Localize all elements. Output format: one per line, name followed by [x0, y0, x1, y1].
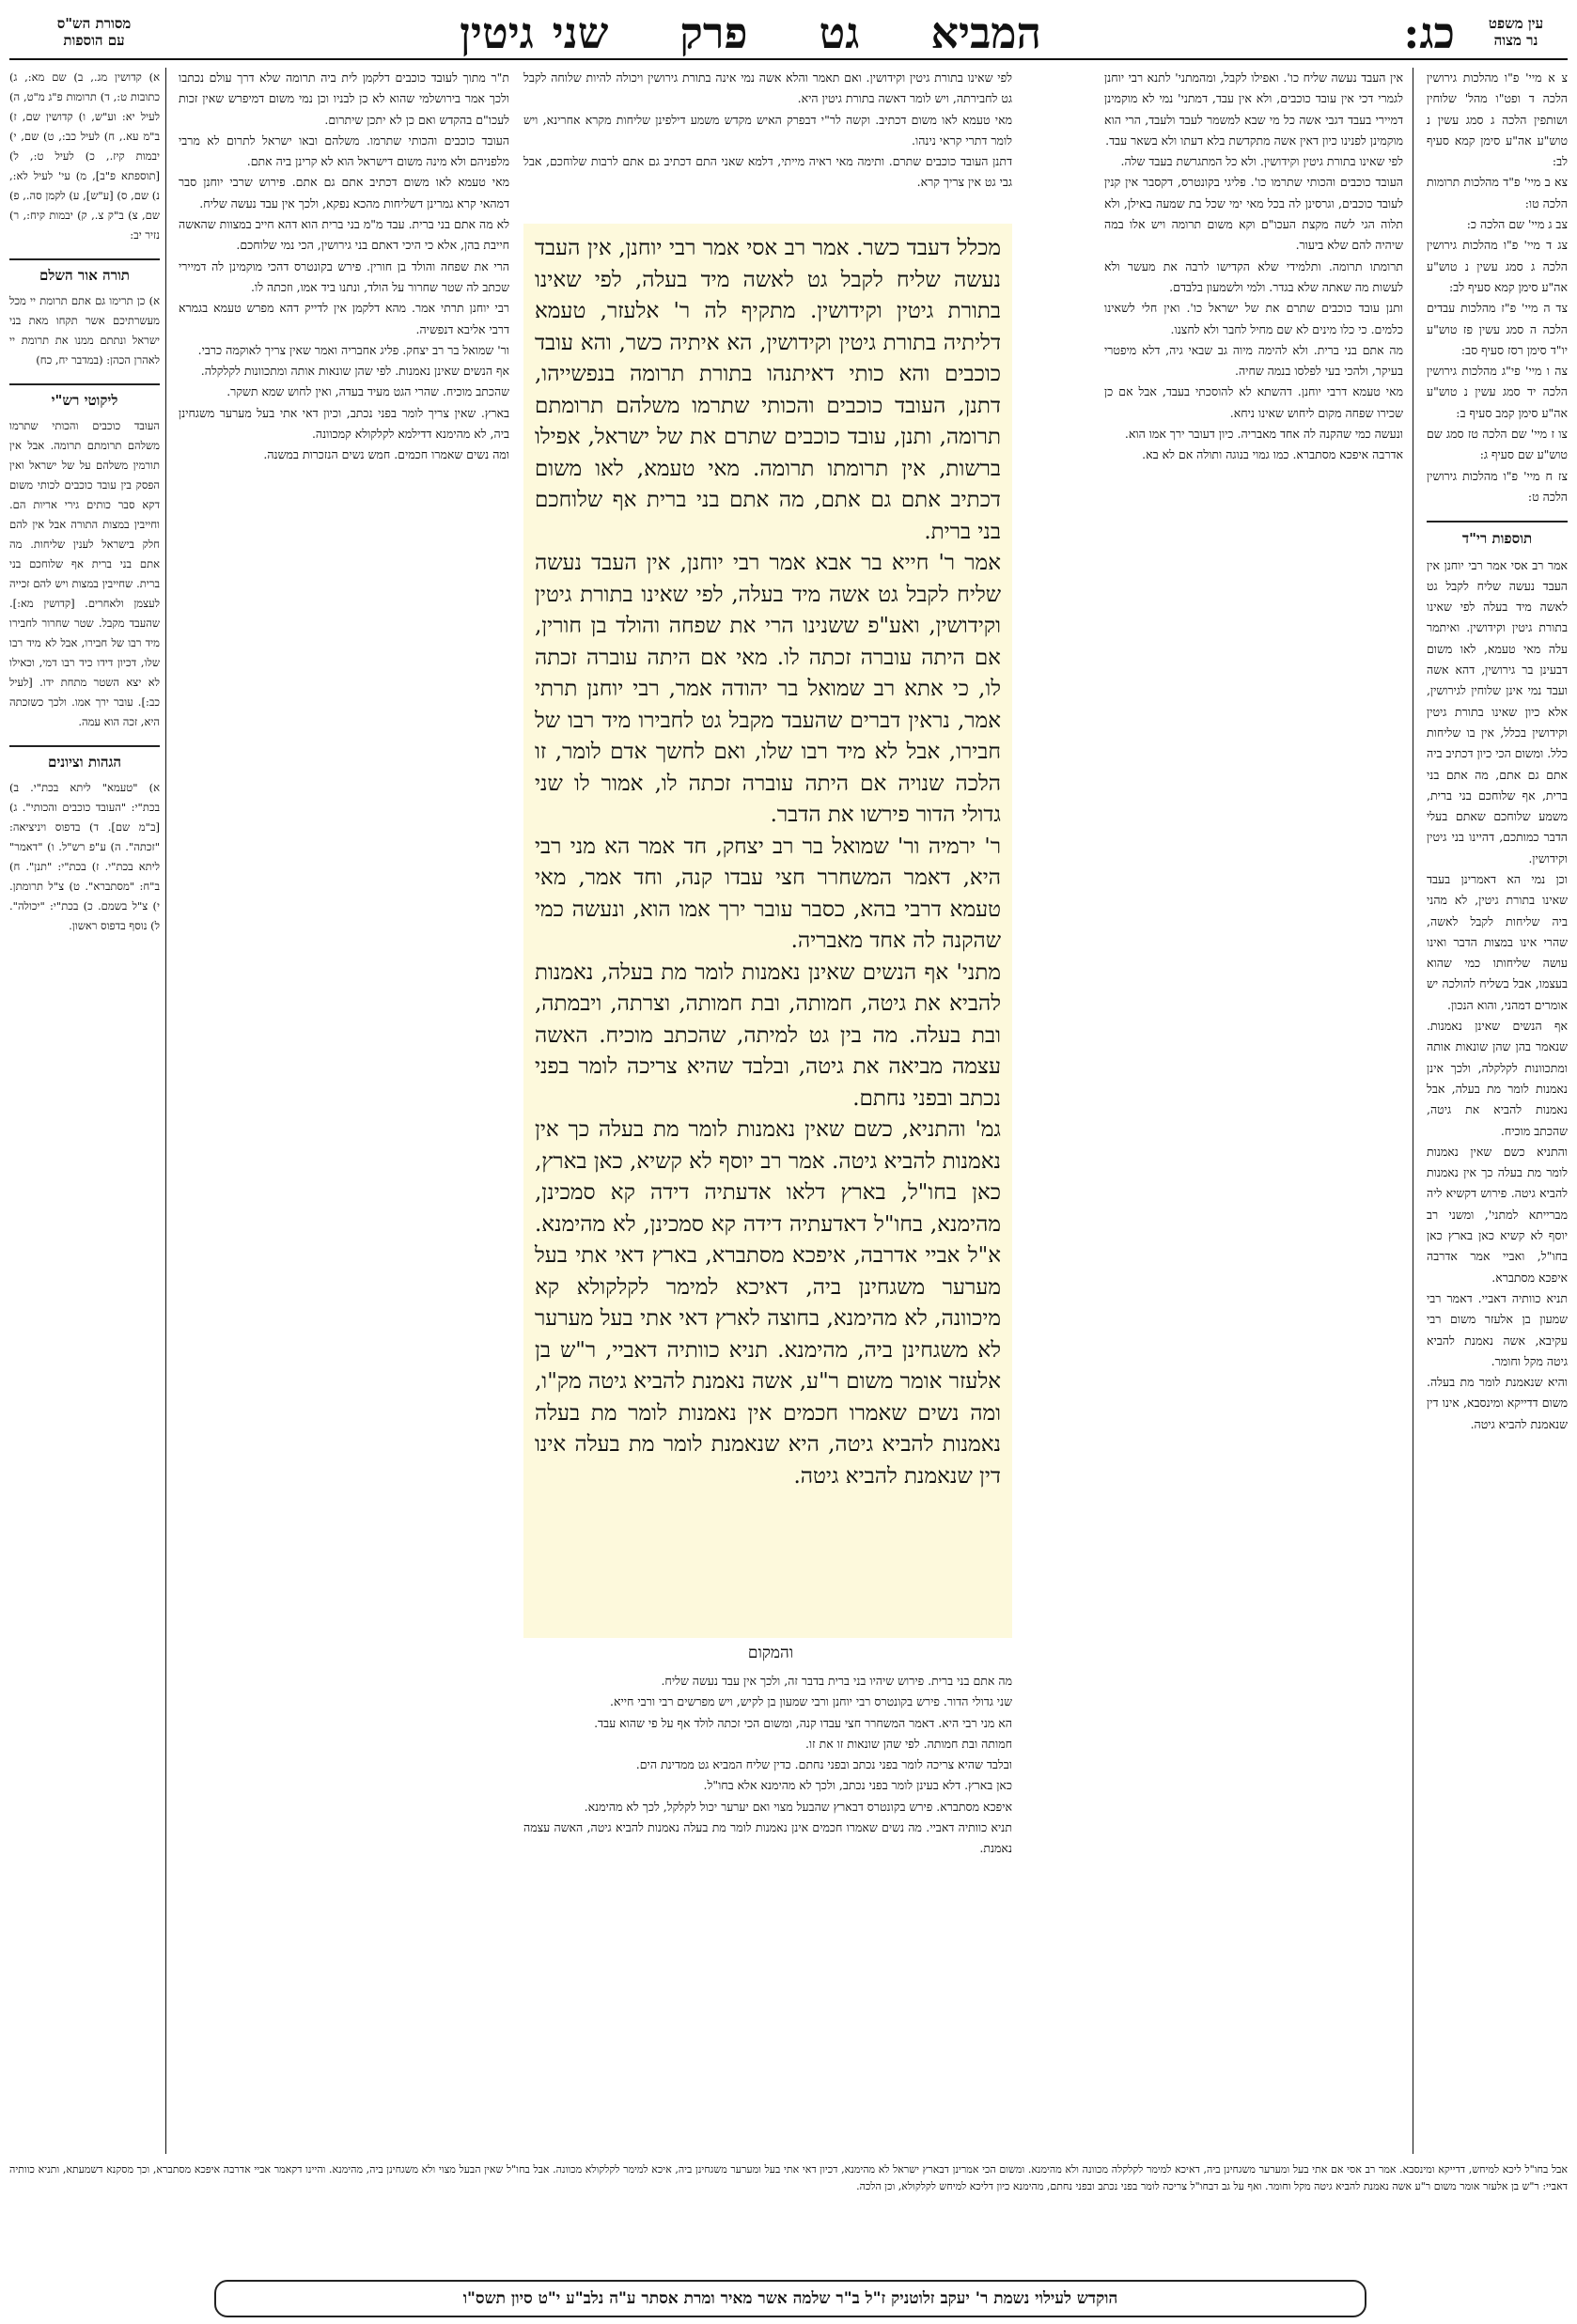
rid-paragraph: והתניא כשם שאין נאמנות לומר מת בעלה כך אין נאמנות להביא גיטה. פירוש דקשיא ליה מברייתא למתני', ומשני רב יוסף לא קשיא כאן בארץ כאן בחו"ל, ואביי אמר אדרבה איפכא מסתברא. [1427, 1144, 1568, 1285]
haggahot-text: א) "טעמא" ליתא בכת"י. ב) בכת"י: "העובד כוכבים והכותי". ג) [ב"מ שם]. ד) בדפוס ויניציאה: "זכתה". ה) ע"פ רש"ל. ו) "דאמר" ליתא בכת"י. ז) בכת"י: "תנן". ח) ב"ח: "מסתברא". ט) צ"ל תרומתן. י) צ"ל בשמם. כ) בכת"י: "יכולה". ל) נוסף בדפוס ראשון. [9, 781, 160, 932]
tosafot-paragraph: לא מה אתם בני ברית. עבד מ"מ בני ברית הוא דהא חייב במצוות שהאשה חייבת בהן, אלא כי היכי דאתם בני גירושין, הכי נמי שלוחכם. [179, 217, 509, 253]
ein-note: צג ד מיי' פ"ו מהלכות גירושין הלכה ג סמג עשין נ טוש"ע אה"ע סימן קמא סעיף לב: [1427, 238, 1568, 294]
gemara-paragraph: מתני' אף הנשים שאינן נאמנות לומר מת בעלה, נאמנות להביא את גיטה, חמותה, ובת חמותה, וצרתה, ויבמתה, ובת בעלה. מה בין גט למיתה, שהכתב מוכיח. האשה עצמה מביאה את גיטה, ובלבד שהיא צריכה לומר בפני נכתב ובפני נחתם. [535, 959, 1001, 1111]
masoret-references: א) קדושין מג., ב) שם מא:, ג) כתובות ט:, ד) תרומות פ"ג מ"ט, ה) לעיל יא: וע"ש, ו) קדושין שם, ז) ב"מ עא., ח) לעיל כב:, ט) שם, י) יבמות קיז., כ) לעיל ט:, ל) [תוספתא פ"ב], מ) עי' לעיל לא:, נ) שם, ס) [ע"ש], ע) לקמן סה., פ) שם, צ) ב"ק צ., ק) יבמות קיח:, ר) נזיר יב: [9, 70, 160, 242]
rashi-paragraph: לפי שאינו בתורת גיטין וקידושין. ולא כל המתגרשת בעבד שלה. [1120, 154, 1403, 169]
rashi-paragraph: תרומתו תרומה. ותלמידי שלא הקדישו לרבה את מעשר ולא לעשות מה שאתה שלא בגדר. ולמי ולשמעון בלבדם. [1104, 258, 1403, 294]
tosafot-paragraph: דתנן העובד כוכבים שתרם. ותימה מאי ראיה מייתי, דלמא שאני התם דכתיב גם אתם לרבות שלוחכם, אבל גבי גט אין צריך קרא. [523, 154, 1012, 190]
torah-ohr-text: א) כן תרימו גם אתם תרומת יי מכל מעשרתיכם אשר תקחו מאת בני ישראל ונתתם ממנו את תרומת יי לאהרן הכהן: (במדבר יח, כח) [9, 294, 160, 367]
tosafot-rid-text [1427, 555, 1568, 1435]
masoret-label: מסורת הש"ס עם הוספות [56, 15, 132, 49]
tosafot-paragraph: שני גדולי הדור. פירש בקונטרס רבי יוחנן ורבי שמעון בן לקיש, ויש מפרשים רבי ורבי חייא. [610, 1694, 1012, 1709]
ein-note: צא ב מיי' פ"ד מהלכות תרומות הלכה טו: [1427, 175, 1568, 211]
tosafot-paragraph: הא מני רבי היא. דאמר המשחרר חצי עבדו קנה, ומשום הכי זכתה לולד אף על פי שהוא עבד. [594, 1715, 1012, 1730]
ein-note: צד ה מיי' פ"ז מהלכות עבדים הלכה ה סמג עשין פז טוש"ע יו"ד סימן רסז סעיף סב: [1427, 301, 1568, 357]
ein-note: צו ז מיי' שם הלכה טז סמג שם טוש"ע שם סעיף ג: [1427, 427, 1568, 462]
tractate-title: גיטין [460, 8, 534, 58]
gemara-paragraph: מכלל דעבד כשר. אמר רב אסי אמר רבי יוחנן, אין העבד נעשה שליח לקבל גט לאשה מיד בעלה, לפי שאינו בתורת גיטין וקידושין. מתקיף לה ר' אלעזר, טעמא דליתיה בתורת גיטין וקידושין, הא איתיה כשר, והא עובד כוכבים והא כותי דאיתנהו בתורת תרומה בנפשייהו, דתנן, העובד כוכבים והכותי שתרמו משלהם תרומתם תרומה, ותנן, עובד כוכבים שתרם את של ישראל, אפילו ברשות, אין תרומתו תרומה. מאי טעמא, לאו משום דכתיב אתם גם אתם, מה אתם בני ברית אף שלוחכם בני ברית. [535, 236, 1001, 544]
tosafot-paragraph: תניא כוותיה דאביי. מה נשים שאמרו חכמים אינן נאמנות לומר מת בעלה נאמנות להביא גיטה, האשה עצמה נאמנת. [523, 1820, 1012, 1856]
tosafot-paragraph: רבי יוחנן תרתי אמר. מהא דלקמן אין לדייק דהא מפרש טעמא בגמרא דרבי אליבא דנפשיה. [179, 301, 509, 336]
tosafot-paragraph: ור' שמואל בר רב יצחק. פליג אחבריה ואמר שאין צריך לאוקמה כרבי. [197, 342, 509, 357]
gemara-paragraph: ר' ירמיה ור' שמואל בר רב יצחק, חד אמר הא מני רבי היא, דאמר המשחרר חצי עבדו קנה, וחד אמר, מאי טעמא דרבי בהא, כסבר עובר ירך אמו הוא, ונעשה כמי שהקנה לה אחד מאבריה. [535, 834, 1001, 953]
gemara-paragraph: גמ' והתניא, כשם שאין נאמנות לומר מת בעלה כך אין נאמנות להביא גיטה. אמר רב יוסף לא קשיא, כאן בארץ, כאן בחו"ל, בארץ דלאו אדעתיה דידה קא סמכינן, מהימנא, בחו"ל דאדעתיה דידה קא סמכינן, לא מהימנא. א"ל אביי אדרבה, איפכא מסתברא, בארץ דאי אתי בעל מערער משגחינן ביה, דאיכא למימר לקלקולא קא מיכוונה, לא מהימנא, בחוצה לארץ דאי אתי בעל מערער לא משגחינן ביה, מהימנא. תניא כוותיה דאביי, ר"ש בן אלעזר אומר משום ר"ע, אשה נאמנת להביא גיטה מק"ו, ומה נשים שאמרו חכמים אין נאמנות לומר מת בעלה נאמנות להביא גיטה, היא שנאמנת לומר מת בעלה אינו דין שנאמנת להביא גיטה. [535, 1117, 1001, 1489]
masoret-column [9, 68, 160, 2154]
tosafot-paragraph: איפכא מסתברא. פירש בקונטרס דבארץ שהבעל מצוי ואם יערער יכול לקלקל, לכך לא מהימנא. [584, 1799, 1012, 1814]
torah-ohr-heading: תורה אור השלם [9, 258, 160, 286]
rid-paragraph: תניא כוותיה דאביי. דאמר רבי שמעון בן אלעזר משום רבי עקיבא, אשה נאמנת להביא גיטה מקל וחומר. [1427, 1290, 1568, 1368]
rashi-paragraph: אדרבה איפכא מסתברא. כמו גמוי בנוגה ותולה אם לא בא. [1142, 447, 1403, 462]
ein-mishpat-notes [1427, 68, 1568, 507]
header-rule [9, 58, 1568, 60]
rashi-paragraph: מה אתם בני ברית. ולא להימה מיוה גב שבאי גיה, דלא מיפטרי בעיקר, ולהכי בעי לפלסו בנמה שחיה. [1104, 342, 1403, 379]
catchword: והמקום [747, 1644, 794, 1662]
ein-note: צה ו מיי' פי"ג מהלכות גירושין הלכה יד סמג עשין נ טוש"ע אה"ע סימן קמב סעיף ב: [1427, 364, 1568, 420]
ein-mishpat-column [1427, 68, 1568, 2135]
ein-note: צז ח מיי' פ"ו מהלכות גירושין הלכה ט: [1427, 468, 1568, 504]
commentary-lower-block [523, 1671, 1012, 2150]
rid-paragraph: והיא שנאמנת לומר מת בעלה. משום דדייקא ומינסבא, אינו דין שנאמנת להביא גיטה. [1427, 1375, 1568, 1431]
tosafot-paragraph: חמותה ובת חמותה. לפי שהן שונאות זו את זו. [804, 1736, 1012, 1751]
tosafot-rid-heading: תוספות רי"ד [1427, 521, 1568, 549]
dedication-text: הוקדש לעילוי נשמת ר' יעקב זלוטניק ז"ל ב"ר שלמה אשר מאיר ומרת אסתר ע"ה נלב"ע י"ט סיון תשס"ו [462, 2289, 1118, 2308]
dedication-banner [214, 2280, 1366, 2317]
haggahot-heading: הגהות וציונים [9, 745, 160, 772]
rashi-paragraph: אין העבד נעשה שליח כו'. ואפילו לקבל, ומהמתני' לתנא רבי יוחנן לגמרי דכי אין עובד כוכבים, ולא אין עבד, דמתני' נמי לא מוקמינן דמיירי בעבד דגבי אשה כל מי שבא למשמר לעבד ולעבד, הרי הוא מוקמינן לפנינו כיון דאין אשה מתקדשת בלא דעתו ולא בשאר עבד. [1104, 70, 1403, 148]
ein-mishpat-label: עין משפט נר מצוה [1488, 15, 1544, 49]
likutei-rashi-text: העובד כוכבים והכותי שתרמו משלהם תרומתם תרומה. אבל אין תורמין משלהם על של ישראל ואין הפסק בין עובד כוכבים לכותי משום דקא סבר כותים גירי אריות הם. וחייבין במצות התורה אבל אין להם חלק בישראל לענין שליחות. מה אתם בני ברית אף שלוחכם בני ברית. שחייבין במצות ויש להם זכייה לעצמן ולאחרים. [קדושין מא:]. שהעבד מקבל. שטר שחרור לחבירו מיד רבו של חבירו, אבל לא מיד רבו שלו, דכיון דידו כיד רבו דמי, וכאילו לא יצא השטר מתחת ידו. [לעיל כב:]. עובר ירך אמו. ולכך כשזכתה היא, זכה הוא עמה. [9, 419, 160, 728]
tosafot-paragraph: כאן בארץ. דלא בעינן לומר בפני נכתב, ולכך לא מהימנא אלא בחו"ל. [703, 1778, 1012, 1793]
tosafot-paragraph: מה אתם בני ברית. פירוש שיהיו בני ברית בדבר זה, ולכך אין עבד נעשה שליח. [661, 1674, 1012, 1688]
tosafot-paragraph: לפי שאינו בתורת גיטין וקידושין. ואם תאמר והלא אשה נמי אינה בתורת גירושין ויכולה להיות שלוחה לקבל גט לחבירתה, ויש לומר דאשה בתורת גיטין היא. [523, 70, 1012, 106]
rashi-paragraph: ותנן עובד כוכבים שתרם את של ישראל כו'. ואין חלי לשאינו כלמים. כי כלו מינים לא שם מחיל לחבר ולא לחצנו. [1104, 301, 1403, 336]
bottom-commentary: אבל בחו"ל ליכא למיחש, דדייקא ומינסבא. אמר רב אסי אם אתי בעל ומערער משגחינן ביה, דאיכא למימר לקלקלה מכוונה ולא מהימנא. ומשום הכי אמרינן דבארץ ישראל לא מהימנא, דכיון דאי אתי בעל ומערער משגחינן ביה, איכא למימר לקלקולא מכוונה. אבל בחו"ל שאין הבעל מצוי ולא משגחינן ביה, מהימנא. והיינו דקאמר אביי אדרבה איפכא מסתברא, וכך מסקנא דשמעתא, ותניא כוותיה דאביי: ר"ש בן אלעזר אומר משום ר"ע אשה נאמנת להביא גיטה מקל וחומר. ואף על גב דבחו"ל צריכה לומר בפני נכתב ובפני נחתם, מהימנא כיון דליכא למיחש לקלקולא, וכן הלכה. [9, 2163, 1568, 2192]
tosafot-paragraph: שהכתב מוכיח. שהרי הגט מעיד בעדה, ואין לחוש שמא תשקר. [226, 384, 509, 399]
tosafot-column [179, 68, 509, 2135]
tosafot-upper-column [523, 68, 1012, 218]
rashi-paragraph: מאי טעמא דרבי יוחנן. דהשתא לא להוסכתי בעבד, אבל אם כן שכירו שפחה מקום ליחוש שאינו ניחא. [1104, 384, 1403, 420]
tosafot-paragraph: בארץ. שאין צריך לומר בפני נכתב, וכיון דאי אתי בעל מערער משגחינן ביה, לא מהימנא דדילמא לקלקולא קמכוונה. [179, 405, 509, 442]
chapter-title: המביא גט פרק שני [552, 8, 1041, 58]
rid-paragraph: אמר רב אסי אמר רבי יוחנן אין העבד נעשה שליח לקבל גט לאשה מיד בעלה לפי שאינו בתורת גיטין וקידושין. ואיתמר עלה מאי טעמא, לאו משום דבעינן בר גירושין, דהא אשה ועבד נמי אינן שלוחין לגירושין, אלא כיון שאינו בתורת גיטין וקידושין בכלל, אין בו שליחות כלל. ומשום הכי כיון דכתיב ביה אתם גם אתם, מה אתם בני ברית, אף שלוחכם בני ברית, משמע שלוחכם שאתם בעלי הדבר כמותכם, דהיינו בני גיטין וקידושין. [1427, 557, 1568, 866]
tosafot-paragraph: ומה נשים שאמרו חכמים. חמש נשים הנזכרות במשנה. [263, 447, 509, 462]
rid-paragraph: וכן נמי הא דאמרינן בעבד שאינו בתורת גיטין, לא מהני ביה שליחות לקבל לאשה, שהרי אינו במצות הדבר ואינו עושה שליחותו כמי שהוא בעצמו, אבל בשליח להולכה יש אומרים דמהני, והוא הנכון. [1427, 871, 1568, 1012]
rashi-column [1104, 68, 1403, 2135]
tosafot-paragraph: ובלבד שהיא צריכה לומר בפני נכתב ובפני נחתם. כדין שליח המביא גט ממדינת הים. [635, 1757, 1012, 1772]
rashi-paragraph: העובד כוכבים והכותי שתרמו כו'. פליגי בקונטרס, דקסבר אין קנין לעובד כוכבים, וגרסינן לה בכל מאי ימי שכל בת שמעה באילן, ולא תלוה הגי לשה מקצת העכו"ם וקא משום תרומה ויש אלו במה שיהיה להם שלא ביעור. [1104, 175, 1403, 253]
ein-note: צ א מיי' פ"ו מהלכות גירושין הלכה ד ופט"ו מהל' שלוחין ושותפין הלכה ג סמג עשין נ טוש"ע אה"ע סימן קמא סעיף לב: [1427, 70, 1568, 169]
gemara-paragraph: אמר ר' חייא בר אבא אמר רבי יוחנן, אין העבד נעשה שליח לקבל גט אשה מיד בעלה, לפי שאינו בתורת גיטין וקידושין, ואע"פ ששנינו הרי את שפחה והולד בן חורין, אם היתה עוברה זכתה לו. מאי אם היתה עוברה זכתה לו, כי אתא רב שמואל בר יהודה אמר, רבי יוחנן תרתי אמר, נראין דברים שהעבד מקבל גט לחבירו מיד רבו של חבירו, אבל לא מיד רבו שלו, ואם לחשך אדם לומר, זו הלכה שנויה אם היתה עוברה זכתה לו, אמור לו שני גדולי הדור פירשו את הדבר. [535, 551, 1001, 827]
tosafot-paragraph: העובד כוכבים והכותי שתרמו. משלהם ובאו ישראל לתרום לא מרבי מלפניהם ולא מינה משום דישראל הוא לא קרינן ביה אתם. [179, 133, 509, 169]
likutei-rashi-heading: ליקוטי רש"י [9, 383, 160, 411]
gemara-main-text [523, 224, 1012, 1638]
gemara-catchword [733, 1643, 808, 1665]
rashi-paragraph: ונעשה כמי שהקנה לה אחד מאבריה. כיון דעובר ירך אמו הוא. [1124, 427, 1403, 442]
tosafot-paragraph: מאי טעמא לאו משום דכתיב. וקשה לר"י דבפרק האיש מקדש משמע דילפינן שליחות מקרא אחרינא, ויש לומר דתרי קראי נינהו. [523, 112, 1012, 148]
tosafot-paragraph: הרי את שפחה והולד בן חורין. פירש בקונטרס דהכי מוקמינן לה דמיירי שכתב לה שטר שחרור על הולד, ונתנו ביד אמו, וזכתה לו. [179, 258, 509, 294]
page-header [9, 8, 1568, 56]
tosafot-paragraph: אף הנשים שאינן נאמנות. לפי שהן שונאות אותה ומתכוונות לקלקלה. [200, 364, 509, 379]
tosafot-paragraph: ת"ר מתוך לעובד כוכבים דלקמן לית ביה תרומה שלא דרך עולם נכתבו ולכך אמר בירושלמי שהוא לא כן לבניו וכן נמי משום דמיפרש שאין זכות לעכו"ם בהקדש ואם כן לא יתכן שיתרום. [179, 70, 509, 127]
tosafot-paragraph: מאי טעמא לאו משום דכתיב אתם גם אתם. פירוש שרבי יוחנן סבר דמהאי קרא גמרינן דשליחות מהכא נפקא, ולכך אין עבד נעשה שליח. [179, 175, 509, 211]
column-divider [165, 68, 166, 2154]
ein-note: צב ג מיי' שם הלכה כ: [1466, 217, 1568, 232]
daf-number: כג: [1403, 8, 1455, 58]
rid-paragraph: אף הנשים שאינן נאמנות. שנאמר בהן שהן שונאות אותה ומתכוונות לקלקלה, ולכך אינן נאמנות לומר מת בעלה, אבל נאמנות להביא את גיטה, שהכתב מוכיח. [1427, 1019, 1568, 1138]
